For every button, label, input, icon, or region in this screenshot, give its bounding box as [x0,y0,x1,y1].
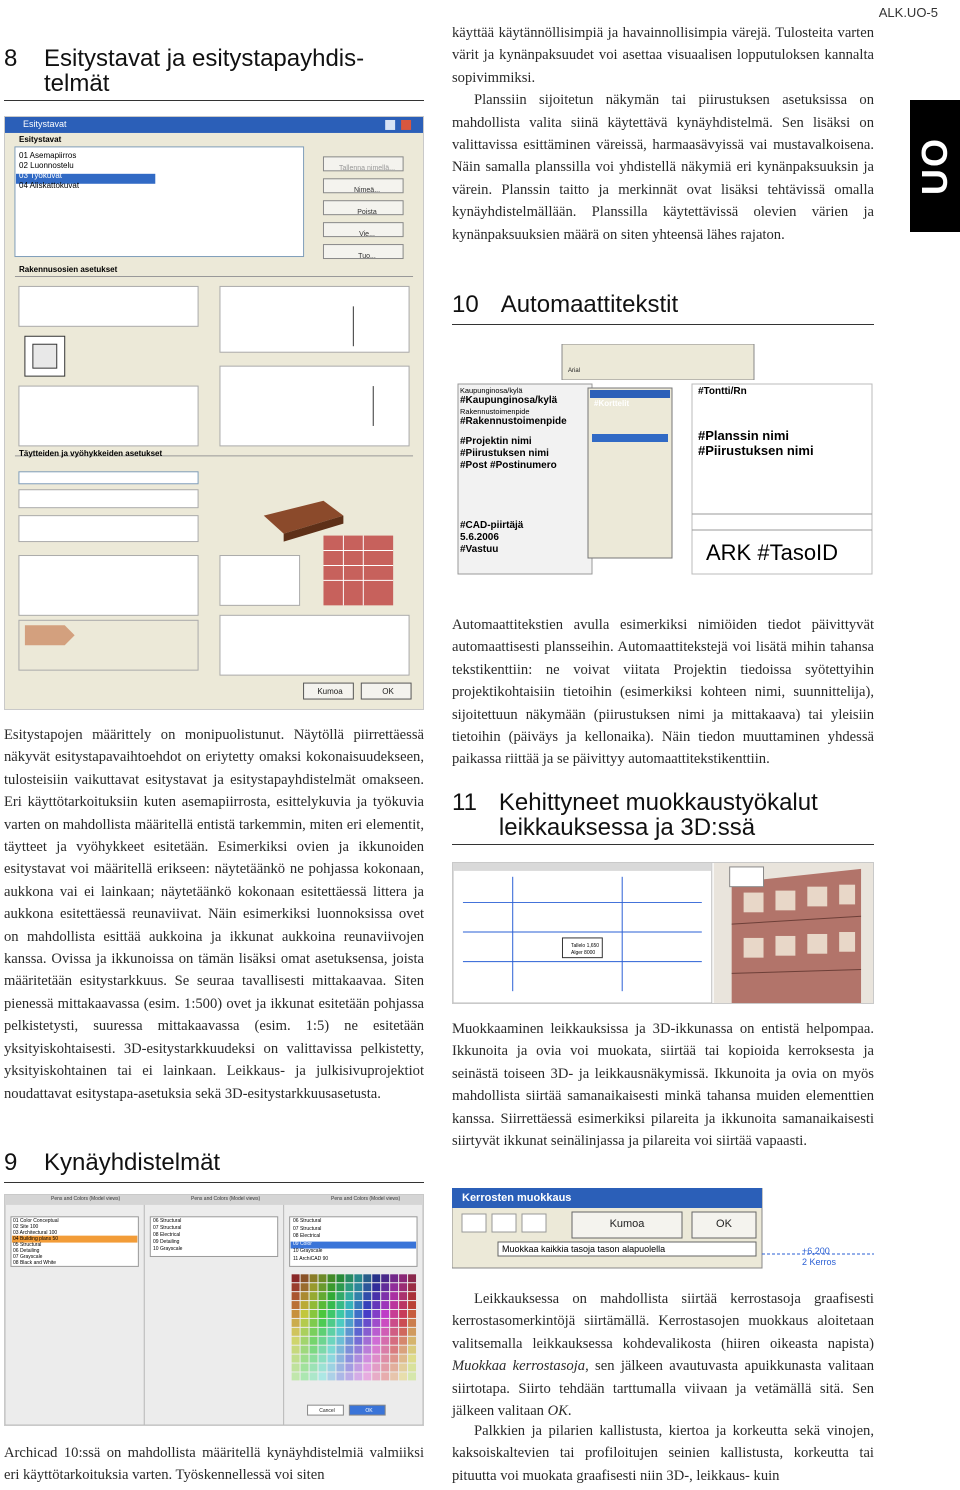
section11-caption1: Muokkaaminen leikkauksissa ja 3D-ikkunassa on entistä helpompaa. Ikkunoita ja ovia voi muokata, siirtää tai kopioida kerroksesta ja seinästä toiseen 3D- ja leikkausnäkymissä. Ikkunoita ja ovia on myös mahdollista siirtää samanaikaisesti minkä tahansa muiden elementtien kanssa. Siirrettäessä esimerkiksi pilareita ja ikkunoita samanaikaisesti siirtyvät ikkunat seinälinjassa ja pilareita voi siirtää vapaasti. [452,1021,874,1150]
list-item[interactable]: 10 Grayscale [153,1246,183,1252]
pen-sets-list-b[interactable] [153,1218,182,1253]
section8-title-line2: telmät [44,70,110,97]
section8-rule [4,100,424,101]
autotext-fields-left [460,386,588,556]
section10-title: Automaattitekstit [500,291,679,318]
list-item[interactable]: 06 Structural [153,1218,182,1224]
autotext-tag: #Piirustuksen nimi [698,443,814,458]
caption-text: , sen jälkeen avautuvasta apuikkunasta valitaan siirtotapa. Siirto tehdään tarttumalla viivaan ja vetämällä sitä. Sen jälkeen valitaan [452,1358,875,1420]
list-item[interactable]: 04 Building plans 50 [13,1236,59,1242]
pens-title1: Pens and Colors (Model views) [51,1196,121,1202]
autotext-tag: #Vastuu [460,544,499,555]
list-item[interactable]: 05 Structural [13,1242,42,1248]
list-item[interactable]: 03 Architectural 100 [13,1230,58,1236]
autotext-label: Kaupunginosa/kylä [460,386,523,395]
caption-italic: OK [547,1403,568,1420]
list-item[interactable]: 06 Detailing [13,1248,40,1254]
level-elevation: +6,200 [802,1246,830,1256]
page-code: ALK.UO-5 [878,5,938,20]
autotext-tag: #CAD-piirtäjä [460,520,524,531]
right-top-text [452,22,874,246]
level-name: 2 Kerros [802,1257,837,1267]
autotext-tag: #Korttelit [594,399,630,408]
list-item[interactable]: 11 ArchiCAD 90 [293,1255,329,1262]
section10-number: 10 [452,291,479,318]
cancel-button[interactable]: Kumoa [317,687,343,696]
font-selector[interactable]: Arial [568,368,581,374]
kerrosten-cancel-button[interactable]: Kumoa [609,1218,645,1230]
edit-tracker [571,943,599,957]
ok-button[interactable]: OK [382,687,394,696]
dialog-group1: Esitystavat [19,135,62,144]
autotext-tag: 5.6.2006 [460,532,499,543]
autotext-planssi-fields [698,428,814,458]
level-marker[interactable] [802,1246,836,1268]
section9-number: 9 [4,1149,18,1176]
list-item[interactable]: 08 Electrical [153,1232,181,1238]
import-button[interactable]: Tuo... [358,253,376,260]
save-as-button[interactable]: Tallenna nimellä... [338,165,396,172]
list-item[interactable]: 03 Työkuvat [19,171,62,180]
list-item[interactable]: 09 Color [293,1240,312,1247]
section10-heading [452,292,874,317]
list-item[interactable]: 08 Black and White [13,1260,57,1266]
export-button[interactable]: Vie... [359,231,375,238]
section9-rule [4,1182,424,1183]
autotext-tag: #Piirustuksen nimi [460,448,549,459]
dialog-buttons [327,158,407,268]
dialog-title: Esitystavat [23,119,67,129]
dialog-group3: Täytteiden ja vyöhykkeiden asetukset [19,449,163,458]
section11-caption2 [452,1288,874,1422]
paragraph: Planssiin sijoitetun näkymän tai piirustuksen asetuksissa on mahdollista valita siinä käytettävä kynäyhdistelmä. Sen lisäksi on valittavissa esittäminen väreissä, harmaasävyissä vai mustavalkoisena. Näin samalla planssilla voi yhdistellä näkymiä eri kynänpaksuuksin ja värein. Planssin taitto ja merkinnät ovat lisäksi tehtävissä omalla kynäyhdistelmällään. Planssilla käytettävissä olevien värien ja kynänpaksuuksien määrä on siten yhteensä lähes rajaton. [452,92,874,243]
section10-caption: Automaattitekstien avulla esimerkiksi nimiöiden tiedot päivittyvät automaattisesti plansseihin. Automaattitekstejä voi lisätä mihin tahansa tekstikenttiin: ne voivat viitata Projektin tiedoissa syötettyihin projektikohtaisiin tietoihin (esimerkiksi kohteen nimi, suunnittelija), sijoitettuun näkymään (piirustuksen nimi ja mittakaava) tai yleisiin tietoihin (päiväys ja kellonaika). Näin tiedon muuttaminen yhdessä paikassa riittää ja se päivittyy automaattitekstikenttiin. [452,617,874,768]
list-item[interactable]: 02 Luonnostelu [19,161,74,170]
section-tab-label: UO [914,137,955,195]
list-item[interactable]: 01 Color Conceptual [13,1218,59,1224]
section11-number: 11 [452,789,477,816]
section8-caption: Esitystapojen määrittely on monipuolistunut. Näytöllä piirrettäessä näkyvät esitystapavaihtoehdot on eriytetty omaksi kokonaisuudekseen, tulosteisiin vaikuttavat esitystavat ja esitystapayhdistelmät omakseen. Eri käyttötarkoituksiin kuten asemapiirrosta, esittelykuvia ja työkuvia varten on mahdollista määritellä entistä tarkemmin, miten eri elementit, täytteet ja vyöhykkeet esitetään. Esimerkiksi ovien ja ikkunoiden esitystavat voi määritellä erikseen: näytetäänkö ne pohjassa kokonaan, aukkona vai ei lainkaan; näytetäänkö kokonaan esitettäessä littera ja aukkona esitettäessä reunaviivat. Näin esimerkiksi luonnoksissa ovet on mahdollista esittää aukkoina ja ikkunat aukkoina reunaviivojen kanssa. Ovissa ja ikkunoissa on tämän lisäksi omat asetuksensa, joista määritetään esitystarkkuus. Se seuraa tavallisesti mittakaavaa. Siten pienessä mittakaavassa (esim. 1:500) ovet ja ikkunat esitetään pohjassa pelkistetysti, suuressa mittakaavassa (esim. 1:5) ne esitetään yksityiskohtaisesti. 3D-esitystarkkuudeksi on valittavissa pelkistetty, yksityiskohtainen tai ei lainkaan. Leikkaus- ja julkisivuprojektiot noudattavat esitystapa-asetuksia sekä 3D-esitystarkkuusasetusta. [4,727,424,1102]
pens-cancel-button[interactable]: Cancel [319,1408,335,1414]
pens-ok-button[interactable]: OK [365,1408,373,1414]
autotext-tag: #Post #Postinumero [460,460,557,471]
section8-heading [4,46,424,96]
move-option[interactable]: Muokkaa kaikkia tasoja tason alapuolella [502,1244,666,1254]
autotext-screenshot [452,344,874,588]
kerrosten-dialog-title: Kerrosten muokkaus [462,1192,572,1204]
dialog-group2: Rakennusosien asetukset [19,265,118,274]
section-tab [910,100,960,232]
autotext-fields-right [594,386,747,410]
list-item[interactable]: 01 Asemapiirros [19,151,77,160]
list-item[interactable]: 07 Structural [293,1225,322,1232]
autotext-tag: #Rakennustoimenpide [460,416,567,427]
paragraph: käyttää käytännöllisimpiä ja havainnollisimpia värejä. Tulosteita varten värit ja kynänpaksuudet voi asettaa visuaalisen lopputuloksen kannalta sopivimmiksi. [452,25,874,86]
section9-caption: Archicad 10:ssä on mahdollista määritellä kynäyhdistelmiä valmiiksi eri käyttötarkoituksia varten. Työskennellessä voi siten [4,1445,424,1484]
autotext-tag: #Tontti/Rn [698,386,747,397]
list-item[interactable]: 08 Electrical [293,1233,321,1239]
list-item[interactable]: 06 Structural [293,1218,322,1224]
section9-heading [4,1150,424,1175]
caption-italic: Muokkaa kerrostasoja [452,1358,586,1375]
list-item[interactable]: 10 Grayscale [293,1248,323,1254]
section11-caption3: Palkkien ja pilarien kallistusta, kiertoa ja korkeutta sekä vinojen, kaksoiskaltevien tai profiloitujen seinien kallistusta, korkeutta tai pituutta voi muokata graafisesti niin 3D-, leikkaus- kuin [452,1423,874,1484]
list-item[interactable]: 07 Grayscale [13,1254,43,1260]
pens-and-colors-screenshot [4,1194,424,1426]
list-item[interactable]: 07 Structural [153,1225,182,1231]
esitystapa-list[interactable] [19,151,79,191]
section8-number: 8 [4,45,18,72]
section10-rule [452,324,874,325]
autotext-tag: #Kaupunginosa/kylä [460,395,558,406]
rename-button[interactable]: Nimeä... [353,187,381,194]
autotext-label: Rakennustoimenpide [460,407,530,416]
section11-title-line2: leikkauksessa ja 3D:ssä [498,814,756,841]
section11-heading [452,790,874,840]
pen-sets-list-a[interactable] [13,1218,59,1266]
section11-rule [452,844,874,845]
section8-title-line1: Esitystavat ja esitystapayhdis- [44,45,365,72]
autotext-tag: #Planssin nimi [698,428,790,443]
tracker-value: Alger 8000 [571,950,596,956]
caption-text: Leikkauksessa on mahdollista siirtää kerrostasoja graafisesti kerrostasomerkintöjä siirtämällä. Kerrostasojen muokkaus aloitetaan valitsemalla leikkauksessa kohdevalikosta (hiiren oikeasta napista) [452,1291,874,1352]
autotext-tasoid: ARK #TasoID [706,540,839,565]
kerrosten-ok-button[interactable]: OK [716,1218,732,1230]
list-item[interactable]: 02 Site 100 [13,1224,39,1230]
section9-title: Kynäyhdistelmät [44,1149,221,1176]
list-item[interactable]: 04 Aliskattokuvat [19,181,80,190]
caption-text: . [567,1403,572,1420]
pens-title2: Pens and Colors (Model views) [191,1196,261,1202]
autotext-tag: #Projektin nimi [460,436,532,447]
pens-title3: Pens and Colors (Model views) [331,1196,401,1202]
section-3d-editing-screenshot [452,862,874,1004]
esitystavat-dialog-screenshot [4,116,424,710]
pen-sets-list-c[interactable] [293,1218,328,1263]
section11-title-line1: Kehittyneet muokkaustyökalut [498,789,818,816]
delete-button[interactable]: Poista [357,209,377,216]
kerrosten-muokkaus-screenshot [452,1188,874,1276]
list-item[interactable]: 09 Detailing [153,1239,180,1245]
tracker-value: Tallelo 1,650 [571,943,600,949]
